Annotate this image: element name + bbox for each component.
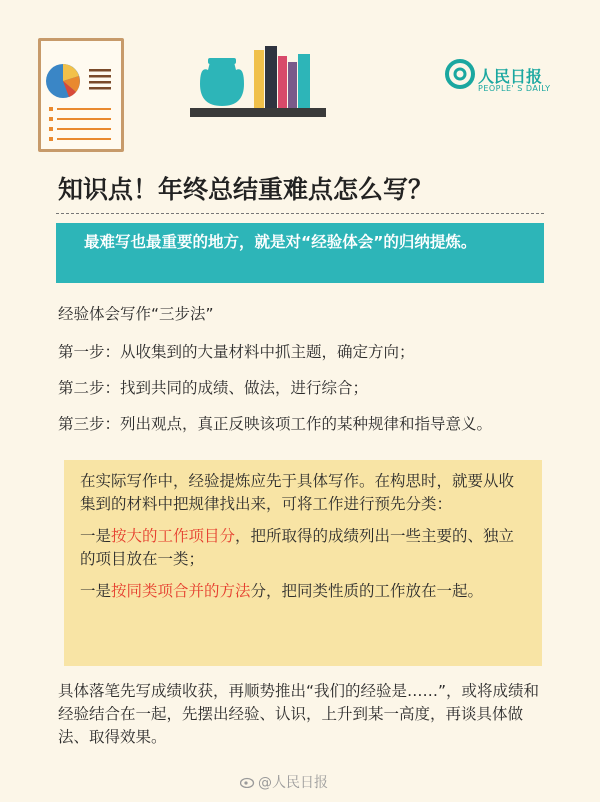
note-item-2 [80,580,526,603]
note-item-2-emphasis: 按同类项合并的方法 [111,582,251,600]
note-intro: 在实际写作中，经验提炼应先于具体写作。在构思时，就要从收集到的材料中把规律找出来，可将工作进行预先分类： [80,472,515,513]
report-chart-icon [41,41,121,149]
note-item-1-prefix: 一是 [80,527,112,545]
highlight-text: 最难写也最重要的地方，就是对“经验体会”的归纳提炼。 [84,233,477,251]
page-title: 知识点！年终总结重难点怎么写？ [58,175,434,204]
divider [56,213,544,214]
closing-paragraph: 具体落笔先写成绩收获，再顺势推出“我们的经验是……”，或将成绩和经验结合在一起，先摆出经验、认识，上升到某一高度，再谈具体做法、取得效果。 [58,682,540,746]
note-item-2-prefix: 一是 [80,582,112,600]
weibo-icon [240,774,256,788]
note-item-2-rest: 分，把同类性质的工作放在一起。 [250,582,484,600]
note-item-1-rest: ，把所取得的成绩列出一些主要的、独立的项目放在一类； [80,527,515,568]
paragraph-heading: 经验体会写作“三步法” [58,305,214,323]
highlight-box [56,223,544,283]
paragraph-step-1: 第一步：从收集到的大量材料中抓主题，确定方向； [58,343,415,361]
watermark: @人民日报 [258,775,328,791]
brand-logo-text: 人民日报 [478,67,543,86]
note-box [64,460,542,666]
paragraph-step-3: 第三步：列出观点，真正反映该项工作的某种规律和指导意义。 [58,415,493,433]
at-logo-icon [444,58,476,90]
note-item-1 [80,525,526,571]
bookshelf-illustration [190,44,330,110]
shelf [190,108,326,117]
note-item-1-emphasis: 按大的工作项目分 [111,527,236,545]
document-illustration [38,38,124,152]
brand-logo-subtitle: PEOPLE' S DAILY [478,84,551,93]
paragraph-step-2: 第二步：找到共同的成绩、做法，进行综合； [58,379,369,397]
